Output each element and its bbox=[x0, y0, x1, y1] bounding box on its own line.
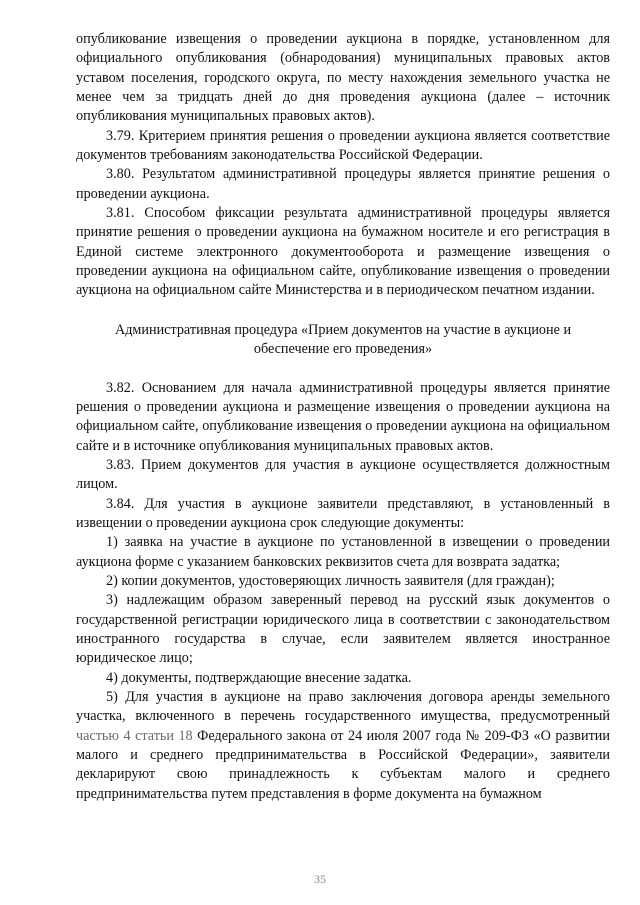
document-page bbox=[76, 30, 610, 804]
section-heading-line-2: обеспечение его проведения» bbox=[253, 341, 433, 358]
paragraph-3-79: 3.79. Критерием принятия решения о проведении аукциона является соответствие документов требованиям законодательства Российской Федерации. bbox=[76, 127, 610, 164]
list-item-5-text-end: Федерального закона от 24 июля 2007 года № 209-ФЗ «О развитии малого и среднего предпринимательства в Российской Федерации», заявители декларируют свою принадлежность к субъектам малого и среднего предпринимательства путем представления в форме документа на бумажном bbox=[76, 727, 610, 802]
list-item-4: 4) документы, подтверждающие внесение задатка. bbox=[106, 669, 412, 686]
paragraph-3-81: 3.81. Способом фиксации результата административной процедуры является принятие решения о проведении аукциона на бумажном носителе и его регистрация в Единой системе электронного документооборота и размещение извещения о проведении аукциона на официальном сайте, опубликование извещения о проведении аукциона на официальном сайте Министерства и в периодическом печатном издании. bbox=[76, 205, 610, 299]
spacer bbox=[76, 360, 610, 379]
paragraph-continuation: опубликование извещения о проведении аукциона в порядке, установленном для официального опубликования (обнародования) муниципальных правовых актов уставом поселения, городского округа, по месту нахождения земельного участка не менее чем за тридцать дней до дня проведения аукциона (далее – источник опубликования муниципальных правовых актов). bbox=[76, 31, 610, 125]
page-number: 35 bbox=[314, 872, 326, 886]
list-item-5 bbox=[76, 688, 610, 804]
list-item-2: 2) копии документов, удостоверяющих личность заявителя (для граждан); bbox=[106, 572, 555, 589]
section-heading-line-1: Административная процедура «Прием документов на участие в аукционе и bbox=[114, 321, 572, 338]
list-item-5-text-start: 5) Для участия в аукционе на право заключения договора аренды земельного участка, включенного в перечень государственного имущества, предусмотренный bbox=[76, 689, 610, 725]
list-item-3: 3) надлежащим образом заверенный перевод на русский язык документов о государственной регистрации юридического лица в соответствии с законодательством иностранного государства в случае, если заявителем является иностранное юридическое лицо; bbox=[76, 592, 610, 667]
list-item-1: 1) заявка на участие в аукционе по установленной в извещении о проведении аукциона форме с указанием банковских реквизитов счета для возврата задатка; bbox=[76, 534, 610, 570]
paragraph-3-82: 3.82. Основанием для начала административной процедуры является принятие решения о проведении аукциона и размещение извещения о проведении аукциона на официальном сайте, опубликование извещения о проведении аукциона на официальном сайте и в источнике опубликования муниципальных правовых актов. bbox=[76, 379, 610, 454]
section-heading bbox=[76, 321, 610, 360]
paragraph-3-80: 3.80. Результатом административной процедуры является принятие решения о проведении аукциона. bbox=[76, 166, 610, 202]
law-reference-link[interactable]: частью 4 статьи 18 bbox=[76, 727, 193, 744]
paragraph-3-83: 3.83. Прием документов для участия в аукционе осуществляется должностным лицом. bbox=[76, 456, 610, 493]
paragraph-3-84: 3.84. Для участия в аукционе заявители представляют, в установленный в извещении о проведении аукциона срок следующие документы: bbox=[76, 495, 610, 531]
